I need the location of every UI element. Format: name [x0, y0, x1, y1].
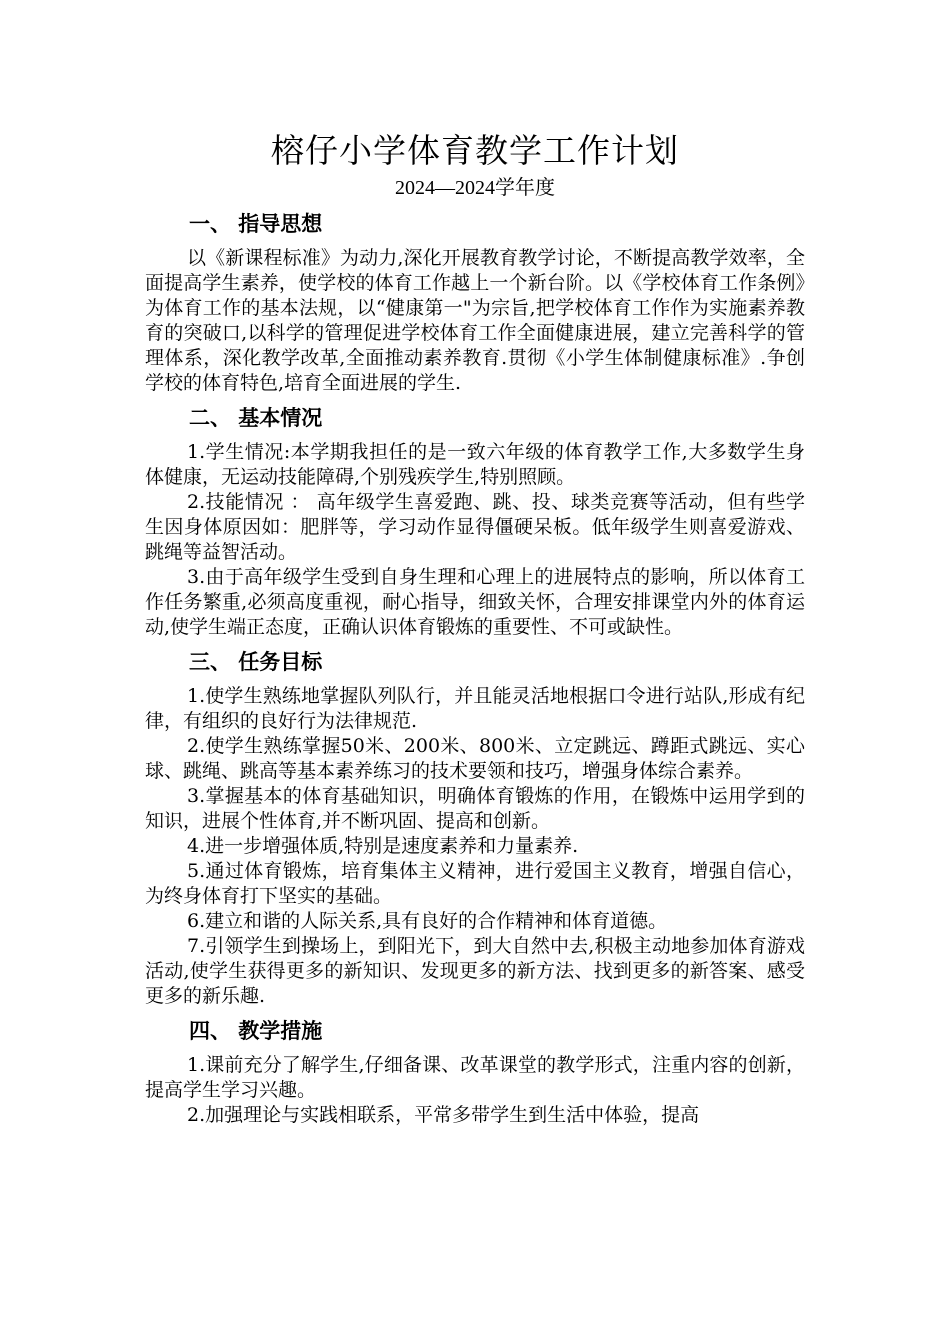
section-heading: 三、 任务目标	[189, 650, 323, 674]
paragraph: 6.建立和谐的人际关系,具有良好的合作精神和体育道德。	[187, 910, 668, 932]
section-basic-situation	[145, 402, 805, 640]
paragraph: 1.课前充分了解学生,仔细备课、改革课堂的教学形式，注重内容的创新，提高学生学习兴趣。	[145, 1054, 805, 1101]
paragraph: 7.引领学生到操场上，到阳光下，到大自然中去,积极主动地参加体育游戏活动,使学生获得更多的新知识、发现更多的新方法、找到更多的新答案、感受更多的新乐趣.	[145, 935, 805, 1007]
paragraph: 5.通过体育锻炼，培育集体主义精神，进行爱国主义教育，增强自信心，为终身体育打下坚实的基础。	[145, 860, 805, 907]
section-teaching-measures	[145, 1015, 805, 1128]
paragraph: 4.进一步增强体质,特别是速度素养和力量素养.	[187, 835, 579, 857]
section-guiding-ideology	[145, 208, 805, 396]
paragraph: 2.使学生熟练掌握50米、200米、800米、立定跳远、蹲距式跳远、实心球、跳绳、跳高等基本素养练习的技术要领和技巧，增强身体综合素养。	[145, 735, 805, 782]
section-heading: 二、 基本情况	[189, 406, 323, 430]
section-heading: 四、 教学措施	[189, 1019, 323, 1043]
paragraph: 2.加强理论与实践相联系，平常多带学生到生活中体验，提高	[187, 1104, 700, 1126]
section-heading: 一、 指导思想	[189, 212, 323, 236]
paragraph: 3.掌握基本的体育基础知识，明确体育锻炼的作用，在锻炼中运用学到的知识，进展个性体育,并不断巩固、提高和创新。	[145, 785, 805, 832]
section-task-goals	[145, 646, 805, 1009]
paragraph: 2.技能情况 ： 高年级学生喜爱跑、跳、投、球类竞赛等活动，但有些学生因身体原因如：肥胖等，学习动作显得僵硬呆板。低年级学生则喜爱游戏、跳绳等益智活动。	[145, 491, 805, 563]
document-subtitle: 2024—2024学年度	[395, 177, 555, 199]
paragraph: 3.由于高年级学生受到自身生理和心理上的进展特点的影响，所以体育工作任务繁重,必须高度重视，耐心指导，细致关怀，合理安排课堂内外的体育运动,使学生端正态度，正确认识体育锻炼的重要性、不可或缺性。	[145, 566, 805, 638]
document-page	[145, 128, 805, 1128]
paragraph: 1.使学生熟练地掌握队列队行，并且能灵活地根据口令进行站队,形成有纪律，有组织的良好行为法律规范.	[145, 685, 805, 732]
paragraph: 1.学生情况:本学期我担任的是一致六年级的体育教学工作,大多数学生身体健康，无运动技能障碍,个别残疾学生,特别照顾。	[145, 441, 805, 488]
paragraph: 以《新课程标准》为动力,深化开展教育教学讨论，不断提高教学效率，全面提高学生素养，使学校的体育工作越上一个新台阶。以《学校体育工作条例》为体育工作的基本法规，以“健康第一"为宗旨,把学校体育工作作为实施素养教育的突破口,以科学的管理促进学校体育工作全面健康进展，建立完善科学的管理体系，深化教学改革,全面推动素养教育.贯彻《小学生体制健康标准》.争创学校的体育特色,培育全面进展的学生.	[145, 247, 805, 394]
document-title: 榕仔小学体育教学工作计划	[271, 131, 679, 170]
